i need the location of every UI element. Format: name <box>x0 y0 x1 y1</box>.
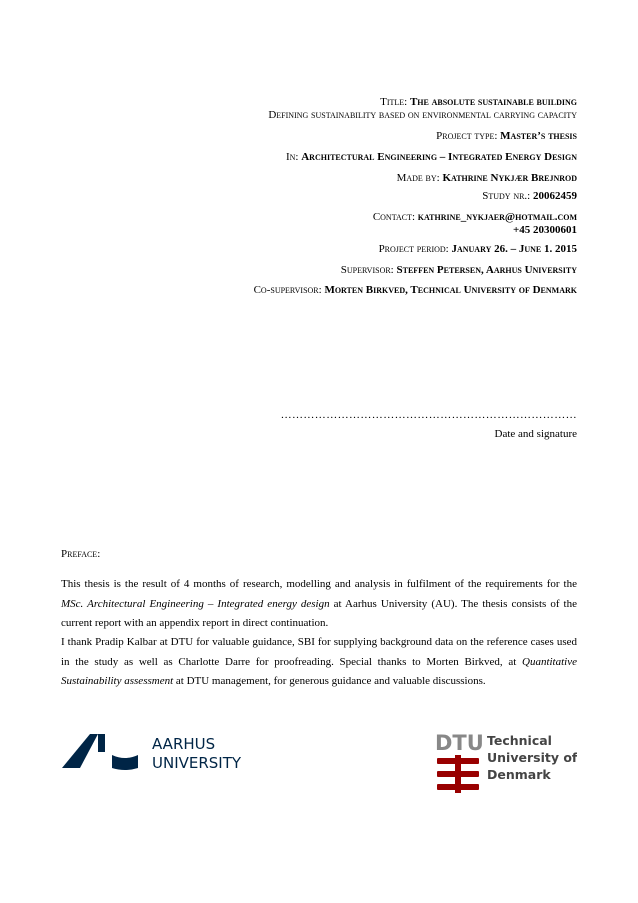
contact-label: Contact: <box>372 211 416 223</box>
title-label: Title: <box>380 96 408 108</box>
aarhus-logo-line2: UNIVERSITY <box>152 754 242 771</box>
dtu-logo-line2: University of <box>487 750 577 765</box>
preface-heading: Preface: <box>61 548 101 560</box>
dtu-logo <box>435 731 577 795</box>
preface-paragraph-1 <box>61 575 577 634</box>
co-supervisor-label: Co-supervisor: <box>253 284 322 296</box>
made-by-value: Kathrine Nykjær Brejnrod <box>442 172 577 184</box>
supervisor-label: Supervisor: <box>340 264 394 276</box>
study-nr-label: Study nr.: <box>482 190 531 202</box>
contact-email[interactable]: kathrine_nykjaer@hotmail.com <box>417 211 577 223</box>
subtitle-text: Defining sustainability based on environmental carrying capacity <box>268 109 577 121</box>
p1-italic: MSc. Architectural Engineering – Integrated energy design <box>61 597 330 610</box>
supervisor-line <box>341 264 577 277</box>
in-label: In: <box>285 151 299 163</box>
p1-text-a: This thesis is the result of 4 months of research, modelling and analysis in fulfilment of the requirements for the <box>61 578 577 590</box>
co-supervisor-value: Morten Birkved, Technical University of Denmark <box>324 284 577 296</box>
project-period-value: January 26. – June 1. 2015 <box>451 243 577 255</box>
in-line <box>286 151 577 164</box>
subtitle-line <box>268 109 577 122</box>
p2-text-b: at DTU management, for generous guidance and valuable discussions. <box>173 675 486 687</box>
made-by-line <box>397 172 577 185</box>
project-type-line <box>436 130 577 143</box>
contact-phone: +45 20300601 <box>512 224 577 236</box>
dtu-logo-line1: Technical <box>487 733 552 748</box>
project-type-label: Project type: <box>436 130 498 142</box>
contact-line <box>373 211 577 224</box>
contact-phone-line <box>513 224 577 237</box>
p2-italic: Quantitative Sustainability assessment <box>61 655 577 687</box>
signature-line: …………………………………………………………………… <box>280 409 577 421</box>
preface-paragraph-2 <box>61 633 577 692</box>
p2-text-a: I thank Pradip Kalbar at DTU for valuable guidance, SBI for supplying background data on the reference cases used in the study as well as Charlotte Darre for proofreading. Special thanks to Morten Birkved, at <box>61 636 577 668</box>
project-period-line <box>379 243 577 256</box>
title-value: The absolute sustainable building <box>409 96 577 108</box>
project-type-value: Master’s thesis <box>500 130 577 142</box>
made-by-label: Made by: <box>396 172 440 184</box>
supervisor-value: Steffen Petersen, Aarhus University <box>396 264 577 276</box>
project-period-label: Project period: <box>378 243 449 255</box>
study-nr-line <box>482 190 577 203</box>
in-value: Architectural Engineering – Integrated Energy Design <box>301 151 577 163</box>
aarhus-logo-line1: AARHUS <box>152 735 216 753</box>
study-nr-value: 20062459 <box>533 190 577 202</box>
dtu-logo-mark: DTU <box>435 731 484 755</box>
title-line <box>380 96 577 109</box>
dtu-red-stripes <box>437 755 479 793</box>
dtu-logo-line3: Denmark <box>487 767 551 782</box>
aarhus-logo-mark <box>62 734 138 770</box>
p1-text-b: at Aarhus University (AU). The thesis consists of the current report with an appendix report in direct continuation. <box>61 597 577 629</box>
signature-label: Date and signature <box>494 428 577 440</box>
co-supervisor-line <box>254 284 577 297</box>
aarhus-university-logo <box>62 731 252 771</box>
